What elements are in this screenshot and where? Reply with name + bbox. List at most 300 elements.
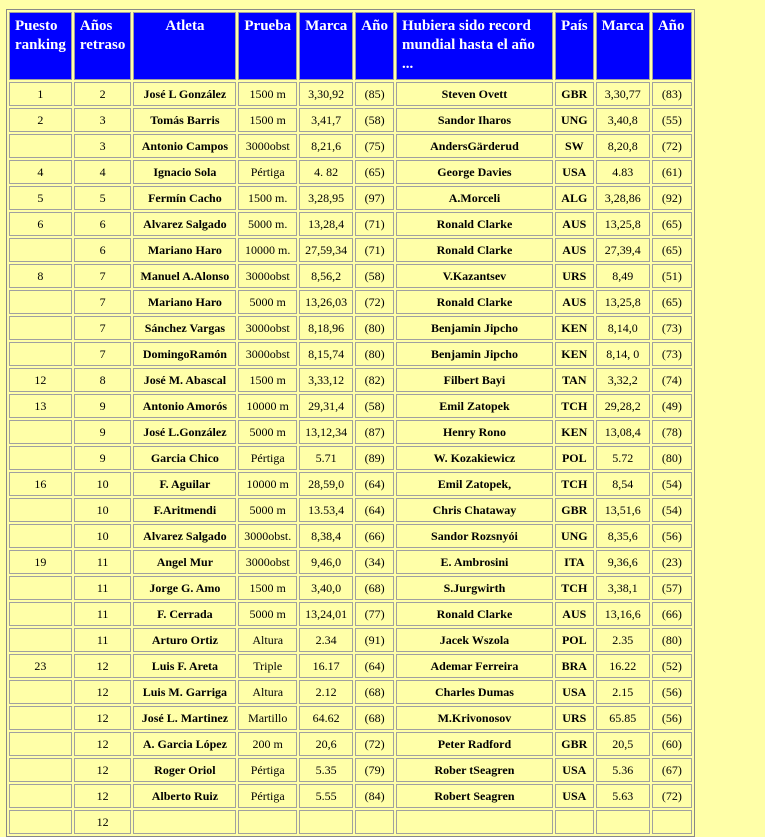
- cell-record-ano: (56): [652, 706, 692, 730]
- cell-atleta: Arturo Ortiz: [133, 628, 236, 652]
- cell-prueba: 10000 m: [238, 394, 297, 418]
- cell-ano: (68): [355, 680, 394, 704]
- cell-atleta: A. Garcia López: [133, 732, 236, 756]
- records-table: [6, 9, 695, 837]
- cell-pais: TCH: [555, 394, 594, 418]
- table-row: [9, 810, 692, 834]
- table-row: [9, 498, 692, 522]
- cell-record-ano: (92): [652, 186, 692, 210]
- cell-record-holder: V.Kazantsev: [396, 264, 553, 288]
- cell-ano: (82): [355, 368, 394, 392]
- cell-marca: 9,46,0: [299, 550, 353, 574]
- cell-retraso: 11: [74, 550, 132, 574]
- table-row: [9, 654, 692, 678]
- cell-puesto: [9, 680, 72, 704]
- cell-ano: (64): [355, 498, 394, 522]
- cell-retraso: 11: [74, 602, 132, 626]
- cell-ano: (75): [355, 134, 394, 158]
- cell-prueba: 5000 m: [238, 498, 297, 522]
- cell-record-holder: Filbert Bayi: [396, 368, 553, 392]
- cell-pais: USA: [555, 784, 594, 808]
- cell-record-holder: Ronald Clarke: [396, 212, 553, 236]
- cell-retraso: 12: [74, 706, 132, 730]
- header-ano: Año: [355, 12, 394, 80]
- cell-record-marca: 3,28,86: [596, 186, 650, 210]
- cell-prueba: Pértiga: [238, 784, 297, 808]
- cell-record-marca: 5.63: [596, 784, 650, 808]
- cell-atleta: José M. Abascal: [133, 368, 236, 392]
- cell-ano: (58): [355, 108, 394, 132]
- cell-ano: (65): [355, 160, 394, 184]
- cell-ano: (71): [355, 238, 394, 262]
- cell-ano: (64): [355, 472, 394, 496]
- cell-record-marca: 13,25,8: [596, 290, 650, 314]
- cell-prueba: 5000 m: [238, 290, 297, 314]
- cell-marca: [299, 810, 353, 834]
- cell-record-ano: (66): [652, 602, 692, 626]
- cell-marca: 5.35: [299, 758, 353, 782]
- cell-record-ano: (78): [652, 420, 692, 444]
- cell-marca: 3,30,92: [299, 82, 353, 106]
- cell-record-holder: Benjamin Jipcho: [396, 342, 553, 366]
- cell-retraso: 12: [74, 784, 132, 808]
- cell-pais: POL: [555, 446, 594, 470]
- cell-retraso: 2: [74, 82, 132, 106]
- header-marca-record: Marca: [596, 12, 650, 80]
- cell-record-holder: Ronald Clarke: [396, 602, 553, 626]
- cell-marca: 8,21,6: [299, 134, 353, 158]
- cell-ano: (58): [355, 264, 394, 288]
- cell-retraso: 11: [74, 628, 132, 652]
- cell-record-marca: 13,16,6: [596, 602, 650, 626]
- cell-record-ano: (52): [652, 654, 692, 678]
- header-marca: Marca: [299, 12, 353, 80]
- cell-record-holder: [396, 810, 553, 834]
- cell-marca: 8,15,74: [299, 342, 353, 366]
- header-prueba: Prueba: [238, 12, 297, 80]
- cell-marca: 16.17: [299, 654, 353, 678]
- cell-puesto: [9, 134, 72, 158]
- cell-record-marca: [596, 810, 650, 834]
- table-row: [9, 82, 692, 106]
- cell-record-ano: (67): [652, 758, 692, 782]
- cell-atleta: Mariano Haro: [133, 238, 236, 262]
- cell-pais: URS: [555, 706, 594, 730]
- cell-marca: 13,26,03: [299, 290, 353, 314]
- cell-prueba: 3000obst: [238, 550, 297, 574]
- cell-puesto: [9, 576, 72, 600]
- cell-ano: (85): [355, 82, 394, 106]
- cell-puesto: [9, 706, 72, 730]
- cell-record-marca: 2.15: [596, 680, 650, 704]
- cell-prueba: 10000 m.: [238, 238, 297, 262]
- cell-record-ano: [652, 810, 692, 834]
- cell-record-holder: Ronald Clarke: [396, 290, 553, 314]
- cell-ano: (58): [355, 394, 394, 418]
- table-row: [9, 368, 692, 392]
- cell-retraso: 12: [74, 654, 132, 678]
- cell-atleta: Jorge G. Amo: [133, 576, 236, 600]
- cell-pais: BRA: [555, 654, 594, 678]
- cell-puesto: 12: [9, 368, 72, 392]
- cell-pais: KEN: [555, 342, 594, 366]
- table-row: [9, 290, 692, 314]
- cell-marca: 13,24,01: [299, 602, 353, 626]
- cell-record-ano: (73): [652, 342, 692, 366]
- cell-puesto: [9, 420, 72, 444]
- cell-puesto: [9, 498, 72, 522]
- cell-record-holder: M.Krivonosov: [396, 706, 553, 730]
- table-row: [9, 706, 692, 730]
- cell-retraso: 6: [74, 238, 132, 262]
- table-row: [9, 758, 692, 782]
- cell-pais: AUS: [555, 602, 594, 626]
- cell-puesto: 1: [9, 82, 72, 106]
- cell-record-holder: George Davies: [396, 160, 553, 184]
- cell-pais: TCH: [555, 472, 594, 496]
- table-row: [9, 576, 692, 600]
- table-row: [9, 680, 692, 704]
- cell-pais: KEN: [555, 420, 594, 444]
- cell-record-marca: 3,38,1: [596, 576, 650, 600]
- cell-record-marca: 5.36: [596, 758, 650, 782]
- cell-puesto: 2: [9, 108, 72, 132]
- cell-record-holder: Rober tSeagren: [396, 758, 553, 782]
- cell-ano: (68): [355, 576, 394, 600]
- cell-prueba: 5000 m.: [238, 212, 297, 236]
- cell-record-marca: 8,49: [596, 264, 650, 288]
- cell-record-ano: (80): [652, 628, 692, 652]
- table-row: [9, 550, 692, 574]
- cell-pais: GBR: [555, 498, 594, 522]
- cell-atleta: Roger Oriol: [133, 758, 236, 782]
- header-pais: País: [555, 12, 594, 80]
- cell-pais: USA: [555, 160, 594, 184]
- cell-record-ano: (56): [652, 524, 692, 548]
- cell-retraso: 5: [74, 186, 132, 210]
- cell-prueba: [238, 810, 297, 834]
- cell-puesto: 4: [9, 160, 72, 184]
- cell-prueba: 1500 m: [238, 576, 297, 600]
- cell-pais: TAN: [555, 368, 594, 392]
- cell-record-ano: (49): [652, 394, 692, 418]
- cell-ano: (71): [355, 212, 394, 236]
- table-row: [9, 212, 692, 236]
- cell-pais: UNG: [555, 524, 594, 548]
- cell-prueba: 10000 m: [238, 472, 297, 496]
- cell-marca: 5.71: [299, 446, 353, 470]
- cell-puesto: [9, 758, 72, 782]
- cell-ano: [355, 810, 394, 834]
- cell-retraso: 9: [74, 394, 132, 418]
- cell-prueba: 3000obst: [238, 264, 297, 288]
- cell-prueba: Altura: [238, 680, 297, 704]
- cell-pais: TCH: [555, 576, 594, 600]
- cell-prueba: 3000obst.: [238, 524, 297, 548]
- cell-pais: AUS: [555, 238, 594, 262]
- cell-atleta: José L González: [133, 82, 236, 106]
- cell-atleta: Luis F. Areta: [133, 654, 236, 678]
- table-row: [9, 108, 692, 132]
- cell-ano: (72): [355, 732, 394, 756]
- cell-atleta: DomingoRamón: [133, 342, 236, 366]
- cell-retraso: 7: [74, 290, 132, 314]
- cell-ano: (79): [355, 758, 394, 782]
- cell-record-holder: Chris Chataway: [396, 498, 553, 522]
- cell-record-marca: 13,51,6: [596, 498, 650, 522]
- cell-marca: 13,28,4: [299, 212, 353, 236]
- cell-record-marca: 13,08,4: [596, 420, 650, 444]
- cell-marca: 3,41,7: [299, 108, 353, 132]
- cell-record-ano: (65): [652, 238, 692, 262]
- cell-retraso: 7: [74, 316, 132, 340]
- cell-ano: (89): [355, 446, 394, 470]
- cell-prueba: Altura: [238, 628, 297, 652]
- cell-record-marca: 4.83: [596, 160, 650, 184]
- table-row: [9, 238, 692, 262]
- cell-pais: UNG: [555, 108, 594, 132]
- cell-record-marca: 3,30,77: [596, 82, 650, 106]
- cell-puesto: 23: [9, 654, 72, 678]
- cell-record-marca: 8,14,0: [596, 316, 650, 340]
- cell-retraso: 10: [74, 472, 132, 496]
- cell-record-holder: Emil Zatopek,: [396, 472, 553, 496]
- cell-marca: 8,56,2: [299, 264, 353, 288]
- cell-retraso: 10: [74, 498, 132, 522]
- cell-record-ano: (65): [652, 212, 692, 236]
- cell-atleta: Sánchez Vargas: [133, 316, 236, 340]
- cell-puesto: [9, 446, 72, 470]
- cell-puesto: 19: [9, 550, 72, 574]
- cell-record-marca: 3,40,8: [596, 108, 650, 132]
- cell-retraso: 9: [74, 420, 132, 444]
- cell-record-holder: E. Ambrosini: [396, 550, 553, 574]
- cell-puesto: [9, 602, 72, 626]
- cell-ano: (80): [355, 316, 394, 340]
- cell-puesto: [9, 810, 72, 834]
- table-row: [9, 186, 692, 210]
- table-row: [9, 420, 692, 444]
- cell-retraso: 9: [74, 446, 132, 470]
- cell-retraso: 10: [74, 524, 132, 548]
- cell-retraso: 8: [74, 368, 132, 392]
- table-row: [9, 602, 692, 626]
- cell-pais: GBR: [555, 732, 594, 756]
- cell-puesto: [9, 342, 72, 366]
- cell-puesto: [9, 316, 72, 340]
- cell-pais: ALG: [555, 186, 594, 210]
- cell-prueba: 5000 m: [238, 420, 297, 444]
- cell-atleta: Mariano Haro: [133, 290, 236, 314]
- table-row: [9, 160, 692, 184]
- cell-ano: (68): [355, 706, 394, 730]
- cell-record-marca: 3,32,2: [596, 368, 650, 392]
- table-row: [9, 316, 692, 340]
- header-puesto-ranking: Puesto ranking: [9, 12, 72, 80]
- cell-record-marca: 2.35: [596, 628, 650, 652]
- cell-marca: 2.12: [299, 680, 353, 704]
- cell-record-ano: (54): [652, 498, 692, 522]
- cell-pais: URS: [555, 264, 594, 288]
- cell-atleta: F.Aritmendi: [133, 498, 236, 522]
- cell-marca: 13.53,4: [299, 498, 353, 522]
- cell-retraso: 3: [74, 108, 132, 132]
- cell-ano: (72): [355, 290, 394, 314]
- header-record-mundial: Hubiera sido record mundial hasta el año ...: [396, 12, 553, 80]
- cell-pais: USA: [555, 758, 594, 782]
- cell-record-marca: 8,14, 0: [596, 342, 650, 366]
- cell-prueba: Pértiga: [238, 160, 297, 184]
- cell-record-holder: Emil Zatopek: [396, 394, 553, 418]
- cell-marca: 2.34: [299, 628, 353, 652]
- cell-marca: 28,59,0: [299, 472, 353, 496]
- cell-record-marca: 5.72: [596, 446, 650, 470]
- cell-record-ano: (73): [652, 316, 692, 340]
- cell-ano: (91): [355, 628, 394, 652]
- cell-marca: 20,6: [299, 732, 353, 756]
- cell-puesto: [9, 238, 72, 262]
- cell-prueba: Pértiga: [238, 446, 297, 470]
- cell-puesto: [9, 784, 72, 808]
- table-row: [9, 472, 692, 496]
- cell-record-ano: (54): [652, 472, 692, 496]
- cell-record-holder: S.Jurgwirth: [396, 576, 553, 600]
- cell-marca: 4. 82: [299, 160, 353, 184]
- cell-record-ano: (56): [652, 680, 692, 704]
- cell-marca: 64.62: [299, 706, 353, 730]
- records-table-body: [9, 82, 692, 834]
- cell-record-ano: (83): [652, 82, 692, 106]
- cell-marca: 29,31,4: [299, 394, 353, 418]
- cell-marca: 3,28,95: [299, 186, 353, 210]
- table-row: [9, 784, 692, 808]
- table-row: [9, 134, 692, 158]
- cell-atleta: Alvarez Salgado: [133, 524, 236, 548]
- cell-record-holder: AndersGärderud: [396, 134, 553, 158]
- cell-pais: AUS: [555, 290, 594, 314]
- cell-ano: (34): [355, 550, 394, 574]
- cell-marca: 3,40,0: [299, 576, 353, 600]
- cell-atleta: Antonio Campos: [133, 134, 236, 158]
- cell-marca: 8,18,96: [299, 316, 353, 340]
- table-row: [9, 394, 692, 418]
- cell-record-marca: 8,20,8: [596, 134, 650, 158]
- cell-pais: [555, 810, 594, 834]
- cell-atleta: Tomás Barris: [133, 108, 236, 132]
- cell-retraso: 4: [74, 160, 132, 184]
- cell-record-holder: Benjamin Jipcho: [396, 316, 553, 340]
- cell-retraso: 3: [74, 134, 132, 158]
- cell-prueba: 1500 m: [238, 368, 297, 392]
- cell-puesto: 6: [9, 212, 72, 236]
- cell-record-marca: 20,5: [596, 732, 650, 756]
- cell-record-holder: Henry Rono: [396, 420, 553, 444]
- cell-ano: (87): [355, 420, 394, 444]
- cell-record-holder: Ronald Clarke: [396, 238, 553, 262]
- cell-record-holder: Charles Dumas: [396, 680, 553, 704]
- cell-puesto: 8: [9, 264, 72, 288]
- cell-record-holder: Sandor Iharos: [396, 108, 553, 132]
- cell-prueba: 1500 m.: [238, 186, 297, 210]
- cell-atleta: Angel Mur: [133, 550, 236, 574]
- cell-prueba: Martillo: [238, 706, 297, 730]
- table-row: [9, 446, 692, 470]
- cell-record-marca: 13,25,8: [596, 212, 650, 236]
- cell-record-ano: (72): [652, 134, 692, 158]
- cell-pais: KEN: [555, 316, 594, 340]
- cell-record-holder: Peter Radford: [396, 732, 553, 756]
- cell-prueba: Pértiga: [238, 758, 297, 782]
- table-row: [9, 524, 692, 548]
- cell-pais: AUS: [555, 212, 594, 236]
- cell-record-ano: (51): [652, 264, 692, 288]
- cell-record-holder: Ademar Ferreira: [396, 654, 553, 678]
- cell-record-marca: 8,35,6: [596, 524, 650, 548]
- cell-retraso: 12: [74, 680, 132, 704]
- cell-pais: SW: [555, 134, 594, 158]
- cell-record-ano: (80): [652, 446, 692, 470]
- cell-prueba: 5000 m: [238, 602, 297, 626]
- cell-atleta: Ignacio Sola: [133, 160, 236, 184]
- cell-record-ano: (57): [652, 576, 692, 600]
- cell-record-marca: 65.85: [596, 706, 650, 730]
- cell-pais: USA: [555, 680, 594, 704]
- cell-retraso: 7: [74, 264, 132, 288]
- cell-puesto: 16: [9, 472, 72, 496]
- header-atleta: Atleta: [133, 12, 236, 80]
- table-row: [9, 342, 692, 366]
- cell-atleta: F. Cerrada: [133, 602, 236, 626]
- cell-ano: (97): [355, 186, 394, 210]
- cell-record-marca: 27,39,4: [596, 238, 650, 262]
- cell-ano: (64): [355, 654, 394, 678]
- cell-record-ano: (55): [652, 108, 692, 132]
- cell-puesto: 5: [9, 186, 72, 210]
- cell-prueba: 200 m: [238, 732, 297, 756]
- cell-prueba: 3000obst: [238, 134, 297, 158]
- cell-retraso: 12: [74, 732, 132, 756]
- cell-puesto: [9, 290, 72, 314]
- cell-puesto: [9, 628, 72, 652]
- cell-puesto: [9, 524, 72, 548]
- header-row: [9, 12, 692, 80]
- cell-record-marca: 8,54: [596, 472, 650, 496]
- cell-record-ano: (61): [652, 160, 692, 184]
- cell-retraso: 11: [74, 576, 132, 600]
- cell-record-holder: W. Kozakiewicz: [396, 446, 553, 470]
- cell-atleta: Alberto Ruiz: [133, 784, 236, 808]
- cell-prueba: 1500 m: [238, 108, 297, 132]
- cell-pais: ITA: [555, 550, 594, 574]
- cell-retraso: 12: [74, 810, 132, 834]
- cell-atleta: Garcia Chico: [133, 446, 236, 470]
- header-ano-record: Año: [652, 12, 692, 80]
- cell-atleta: F. Aguilar: [133, 472, 236, 496]
- cell-atleta: José L.González: [133, 420, 236, 444]
- cell-ano: (66): [355, 524, 394, 548]
- cell-marca: 8,38,4: [299, 524, 353, 548]
- cell-prueba: 3000obst: [238, 342, 297, 366]
- cell-record-ano: (74): [652, 368, 692, 392]
- cell-prueba: Triple: [238, 654, 297, 678]
- table-row: [9, 628, 692, 652]
- table-row: [9, 264, 692, 288]
- cell-atleta: Fermín Cacho: [133, 186, 236, 210]
- cell-puesto: [9, 732, 72, 756]
- cell-record-holder: Jacek Wszola: [396, 628, 553, 652]
- cell-ano: (84): [355, 784, 394, 808]
- cell-pais: POL: [555, 628, 594, 652]
